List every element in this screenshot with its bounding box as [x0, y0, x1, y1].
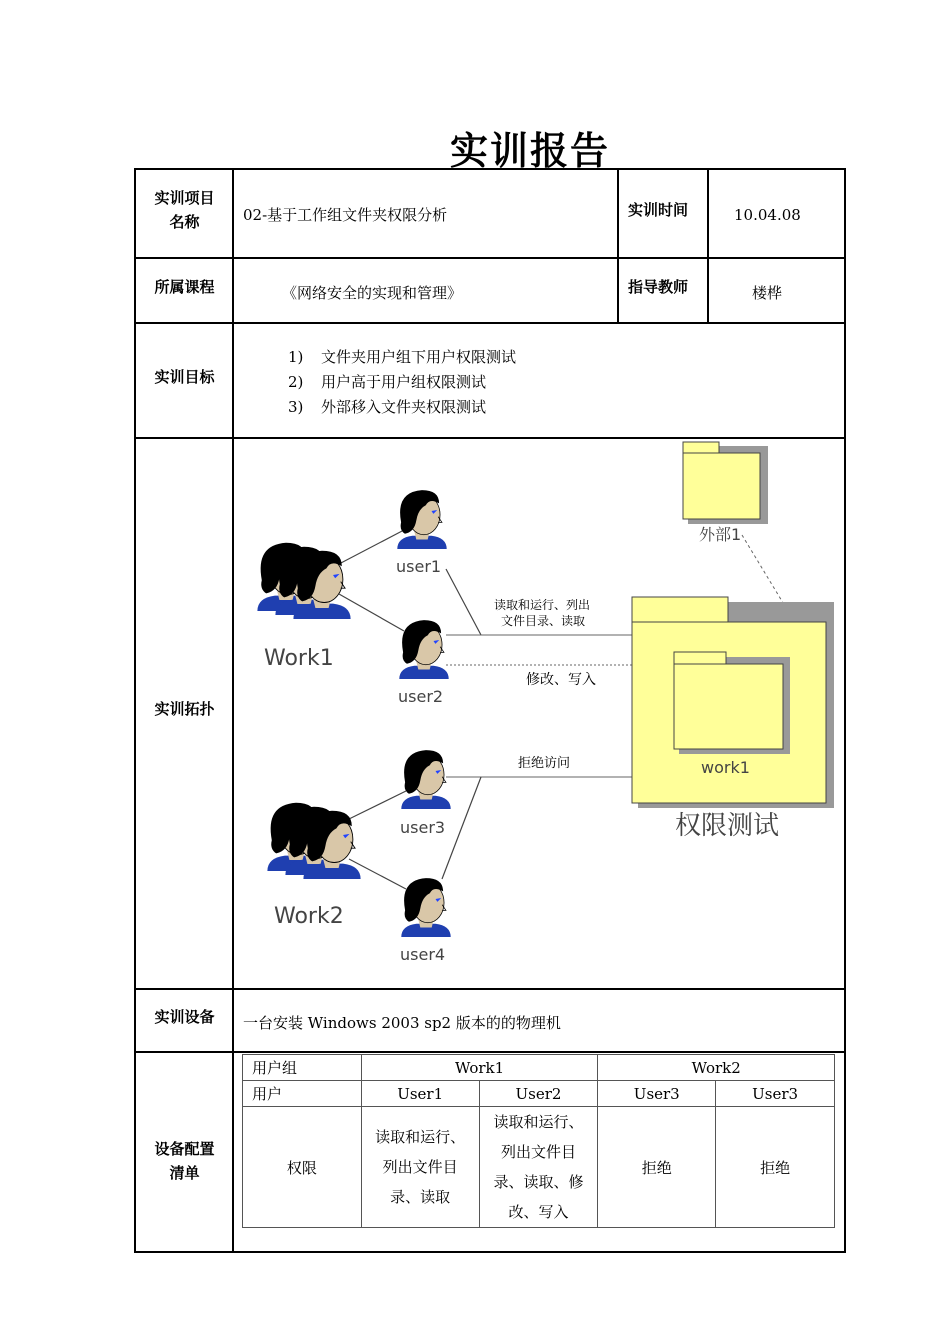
edge-deny-label: 拒绝访问 — [518, 756, 571, 771]
user4-icon — [401, 878, 450, 937]
edge-line — [446, 569, 481, 635]
goal-item: 1) 文件夹用户组下用户权限测试 — [288, 348, 517, 366]
row-divider — [134, 988, 846, 990]
table-row — [243, 1055, 835, 1081]
goal-label: 实训目标 — [154, 368, 215, 386]
table-row — [243, 1081, 835, 1107]
equipment-label: 实训设备 — [154, 1008, 215, 1026]
teacher-value: 楼桦 — [752, 284, 783, 302]
user4-label: user4 — [400, 945, 446, 964]
user2-icon — [399, 620, 448, 679]
topology-label: 实训拓扑 — [154, 700, 215, 718]
equipment-value: 一台安装 Windows 2003 sp2 版本的的物理机 — [243, 1014, 561, 1032]
perm-cell: 拒绝 — [598, 1107, 716, 1228]
perm-cell: 读取和运行、 列出文件目 录、读取 — [361, 1107, 479, 1228]
user-cell: User3 — [716, 1081, 835, 1107]
user3-label: user3 — [400, 818, 446, 837]
header-user-cell: 用户 — [243, 1081, 362, 1107]
teacher-label: 指导教师 — [628, 278, 689, 296]
work2-group-icon — [267, 803, 360, 879]
edge-read-label: 文件目录、读取 — [501, 614, 586, 628]
work2-label: Work2 — [274, 904, 344, 929]
row-divider — [134, 257, 846, 259]
column-divider — [707, 168, 709, 324]
course-label: 所属课程 — [154, 278, 215, 296]
user-cell: User1 — [361, 1081, 479, 1107]
project-name-value: 02-基于工作组文件夹权限分析 — [243, 206, 448, 224]
time-value: 10.04.08 — [734, 206, 801, 224]
inner-folder-label: work1 — [701, 758, 750, 777]
user3-icon — [401, 750, 450, 809]
edge-modify-label: 修改、写入 — [526, 672, 596, 688]
work1-group-icon — [257, 543, 350, 619]
work1-label: Work1 — [264, 646, 334, 671]
external-folder-label: 外部1 — [699, 525, 742, 544]
user2-label: user2 — [398, 687, 444, 706]
inner-folder-icon — [674, 652, 790, 754]
goal-item: 3) 外部移入文件夹权限测试 — [288, 398, 487, 416]
table-row — [243, 1107, 835, 1228]
user1-label: user1 — [396, 557, 442, 576]
perm-cell: 读取和运行、 列出文件目 录、读取、修 改、写入 — [479, 1107, 598, 1228]
config-label: 设备配置 清单 — [154, 1140, 215, 1182]
project-name-label: 实训项目 名称 — [154, 189, 215, 231]
user-cell: User2 — [479, 1081, 598, 1107]
edge-line — [442, 777, 481, 879]
group-cell: Work2 — [598, 1055, 835, 1081]
edge-read-label: 读取和运行、列出 — [494, 598, 591, 612]
topology-diagram — [234, 439, 844, 988]
time-label: 实训时间 — [628, 201, 689, 219]
edge-line — [349, 791, 406, 819]
perm-cell: 拒绝 — [716, 1107, 835, 1228]
external-folder-icon — [683, 442, 768, 524]
user-cell: User3 — [598, 1081, 716, 1107]
row-divider — [134, 322, 846, 324]
user1-icon — [397, 490, 446, 549]
config-table — [242, 1054, 835, 1228]
course-value: 《网络安全的实现和管理》 — [282, 284, 463, 302]
column-divider — [617, 168, 619, 324]
goal-item: 2) 用户高于用户组权限测试 — [288, 373, 487, 391]
permission-folder-label: 权限测试 — [675, 811, 780, 841]
group-cell: Work1 — [361, 1055, 598, 1081]
row-divider — [134, 1051, 846, 1053]
header-perm-cell: 权限 — [243, 1107, 362, 1228]
header-group-cell: 用户组 — [243, 1055, 362, 1081]
edge-line — [339, 530, 404, 564]
page-title: 实训报告 — [450, 129, 611, 173]
